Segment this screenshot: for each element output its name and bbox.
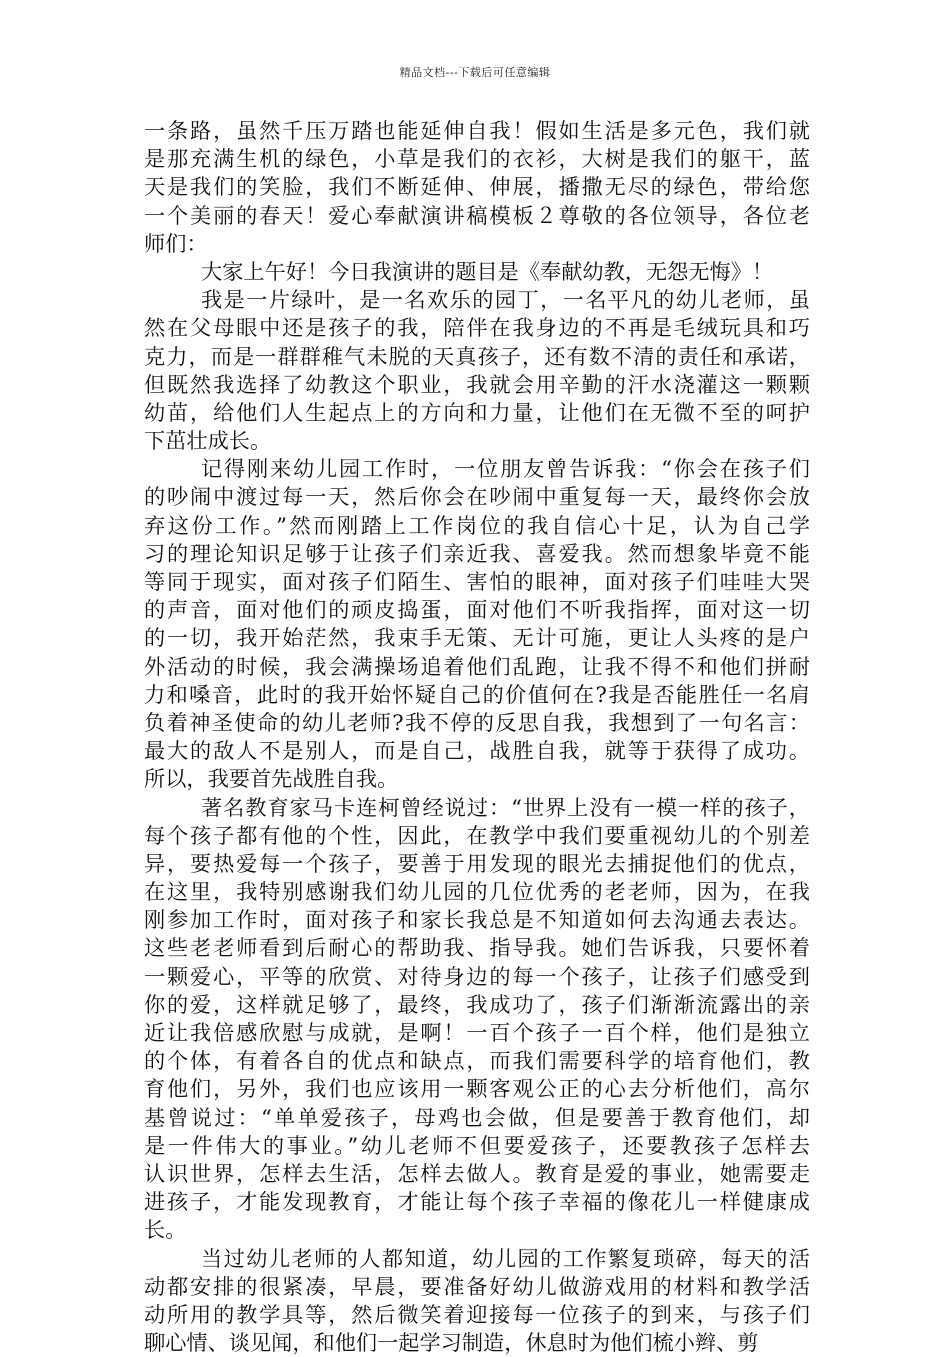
text-line: 我是一片绿叶，是一名欢乐的园丁，一名平凡的幼儿老师，虽 xyxy=(144,286,810,314)
text-line: 进孩子，才能发现教育，才能让每个孩子幸福的像花儿一样健康成 xyxy=(144,1188,810,1216)
text-line: 最大的敌人不是别人，而是自己，战胜自我，就等于获得了成功。 xyxy=(144,737,810,765)
text-line: 幼苗，给他们人生起点上的方向和力量，让他们在无微不至的呵护 xyxy=(144,399,810,427)
text-line: 异，要热爱每一个孩子，要善于用发现的眼光去捕捉他们的优点， xyxy=(144,850,810,878)
text-line: 一颗爱心，平等的欣赏、对待身边的每一个孩子，让孩子们感受到 xyxy=(144,963,810,991)
text-line: 近让我倍感欣慰与成就，是啊！一百个孩子一百个样，他们是独立 xyxy=(144,1019,810,1047)
text-line: 在这里，我特别感谢我们幼儿园的几位优秀的老老师，因为，在我 xyxy=(144,878,810,906)
text-line: 一个美丽的春天！爱心奉献演讲稿模板２尊敬的各位领导，各位老 xyxy=(144,202,810,230)
text-line: 每个孩子都有他的个性，因此，在教学中我们要重视幼儿的个别差 xyxy=(144,822,810,850)
text-line: 天是我们的笑脸，我们不断延伸、伸展，播撒无尽的绿色，带给您 xyxy=(144,173,810,201)
text-line: 的一切，我开始茫然，我束手无策、无计可施，更让人头疼的是户 xyxy=(144,624,810,652)
text-line: 习的理论知识足够于让孩子们亲近我、喜爱我。然而想象毕竟不能 xyxy=(144,540,810,568)
document-body xyxy=(144,117,810,1357)
text-line: 然在父母眼中还是孩子的我，陪伴在我身边的不再是毛绒玩具和巧 xyxy=(144,314,810,342)
paragraph xyxy=(144,1245,810,1357)
text-line: 认识世界，怎样去生活，怎样去做人。教育是爱的事业，她需要走 xyxy=(144,1160,810,1188)
text-line: 的个体，有着各自的优点和缺点，而我们需要科学的培育他们，教 xyxy=(144,1047,810,1075)
text-line: 等同于现实，面对孩子们陌生、害怕的眼神，面对孩子们哇哇大哭 xyxy=(144,568,810,596)
text-line: 克力，而是一群群稚气未脱的天真孩子，还有数不清的责任和承诺， xyxy=(144,343,810,371)
text-line: 下茁壮成长。 xyxy=(144,427,810,455)
page-header: 精品文档---下载后可任意编辑 xyxy=(0,64,950,80)
paragraph xyxy=(144,455,810,793)
text-line: 是那充满生机的绿色，小草是我们的衣衫，大树是我们的躯干，蓝 xyxy=(144,145,810,173)
text-line: 你的爱，这样就足够了，最终，我成功了，孩子们渐渐流露出的亲 xyxy=(144,991,810,1019)
text-line: 的声音，面对他们的顽皮捣蛋，面对他们不听我指挥，面对这一切 xyxy=(144,596,810,624)
text-line: 动都安排的很紧凑，早晨，要准备好幼儿做游戏用的材料和教学活 xyxy=(144,1273,810,1301)
text-line: 基曾说过：“单单爱孩子，母鸡也会做，但是要善于教育他们，却 xyxy=(144,1104,810,1132)
text-line: 著名教育家马卡连柯曾经说过：“世界上没有一模一样的孩子， xyxy=(144,794,810,822)
text-line: 一条路，虽然千压万踏也能延伸自我！假如生活是多元色，我们就 xyxy=(144,117,810,145)
text-line: 刚参加工作时，面对孩子和家长我总是不知道如何去沟通去表达。 xyxy=(144,906,810,934)
text-line: 记得刚来幼儿园工作时，一位朋友曾告诉我：“你会在孩子们 xyxy=(144,455,810,483)
paragraph xyxy=(144,794,810,1245)
text-line: 力和嗓音，此时的我开始怀疑自己的价值何在?我是否能胜任一名肩 xyxy=(144,681,810,709)
text-line: 育他们，另外，我们也应该用一颗客观公正的心去分析他们，高尔 xyxy=(144,1075,810,1103)
text-line: 当过幼儿老师的人都知道，幼儿园的工作繁复琐碎，每天的活 xyxy=(144,1245,810,1273)
text-line: 的吵闹中渡过每一天，然后你会在吵闹中重复每一天，最终你会放 xyxy=(144,483,810,511)
paragraph xyxy=(144,258,810,286)
text-line: 所以，我要首先战胜自我。 xyxy=(144,765,810,793)
text-line: 大家上午好！今日我演讲的题目是《奉献幼教，无怨无悔》！ xyxy=(144,258,810,286)
text-line: 动所用的教学具等，然后微笑着迎接每一位孩子的到来，与孩子们 xyxy=(144,1301,810,1329)
text-line: 聊心情、谈见闻，和他们一起学习制造，休息时为他们梳小辫、剪 xyxy=(144,1329,810,1357)
text-line: 外活动的时候，我会满操场追着他们乱跑，让我不得不和他们拼耐 xyxy=(144,653,810,681)
text-line: 负着神圣使命的幼儿老师?我不停的反思自我，我想到了一句名言： xyxy=(144,709,810,737)
text-line: 师们： xyxy=(144,230,810,258)
paragraph xyxy=(144,117,810,258)
paragraph xyxy=(144,286,810,455)
text-line: 是一件伟大的事业。”幼儿老师不但要爱孩子，还要教孩子怎样去 xyxy=(144,1132,810,1160)
text-line: 弃这份工作。”然而刚踏上工作岗位的我自信心十足，认为自己学 xyxy=(144,512,810,540)
text-line: 这些老老师看到后耐心的帮助我、指导我。她们告诉我，只要怀着 xyxy=(144,934,810,962)
text-line: 但既然我选择了幼教这个职业，我就会用辛勤的汗水浇灌这一颗颗 xyxy=(144,371,810,399)
text-line: 长。 xyxy=(144,1216,810,1244)
